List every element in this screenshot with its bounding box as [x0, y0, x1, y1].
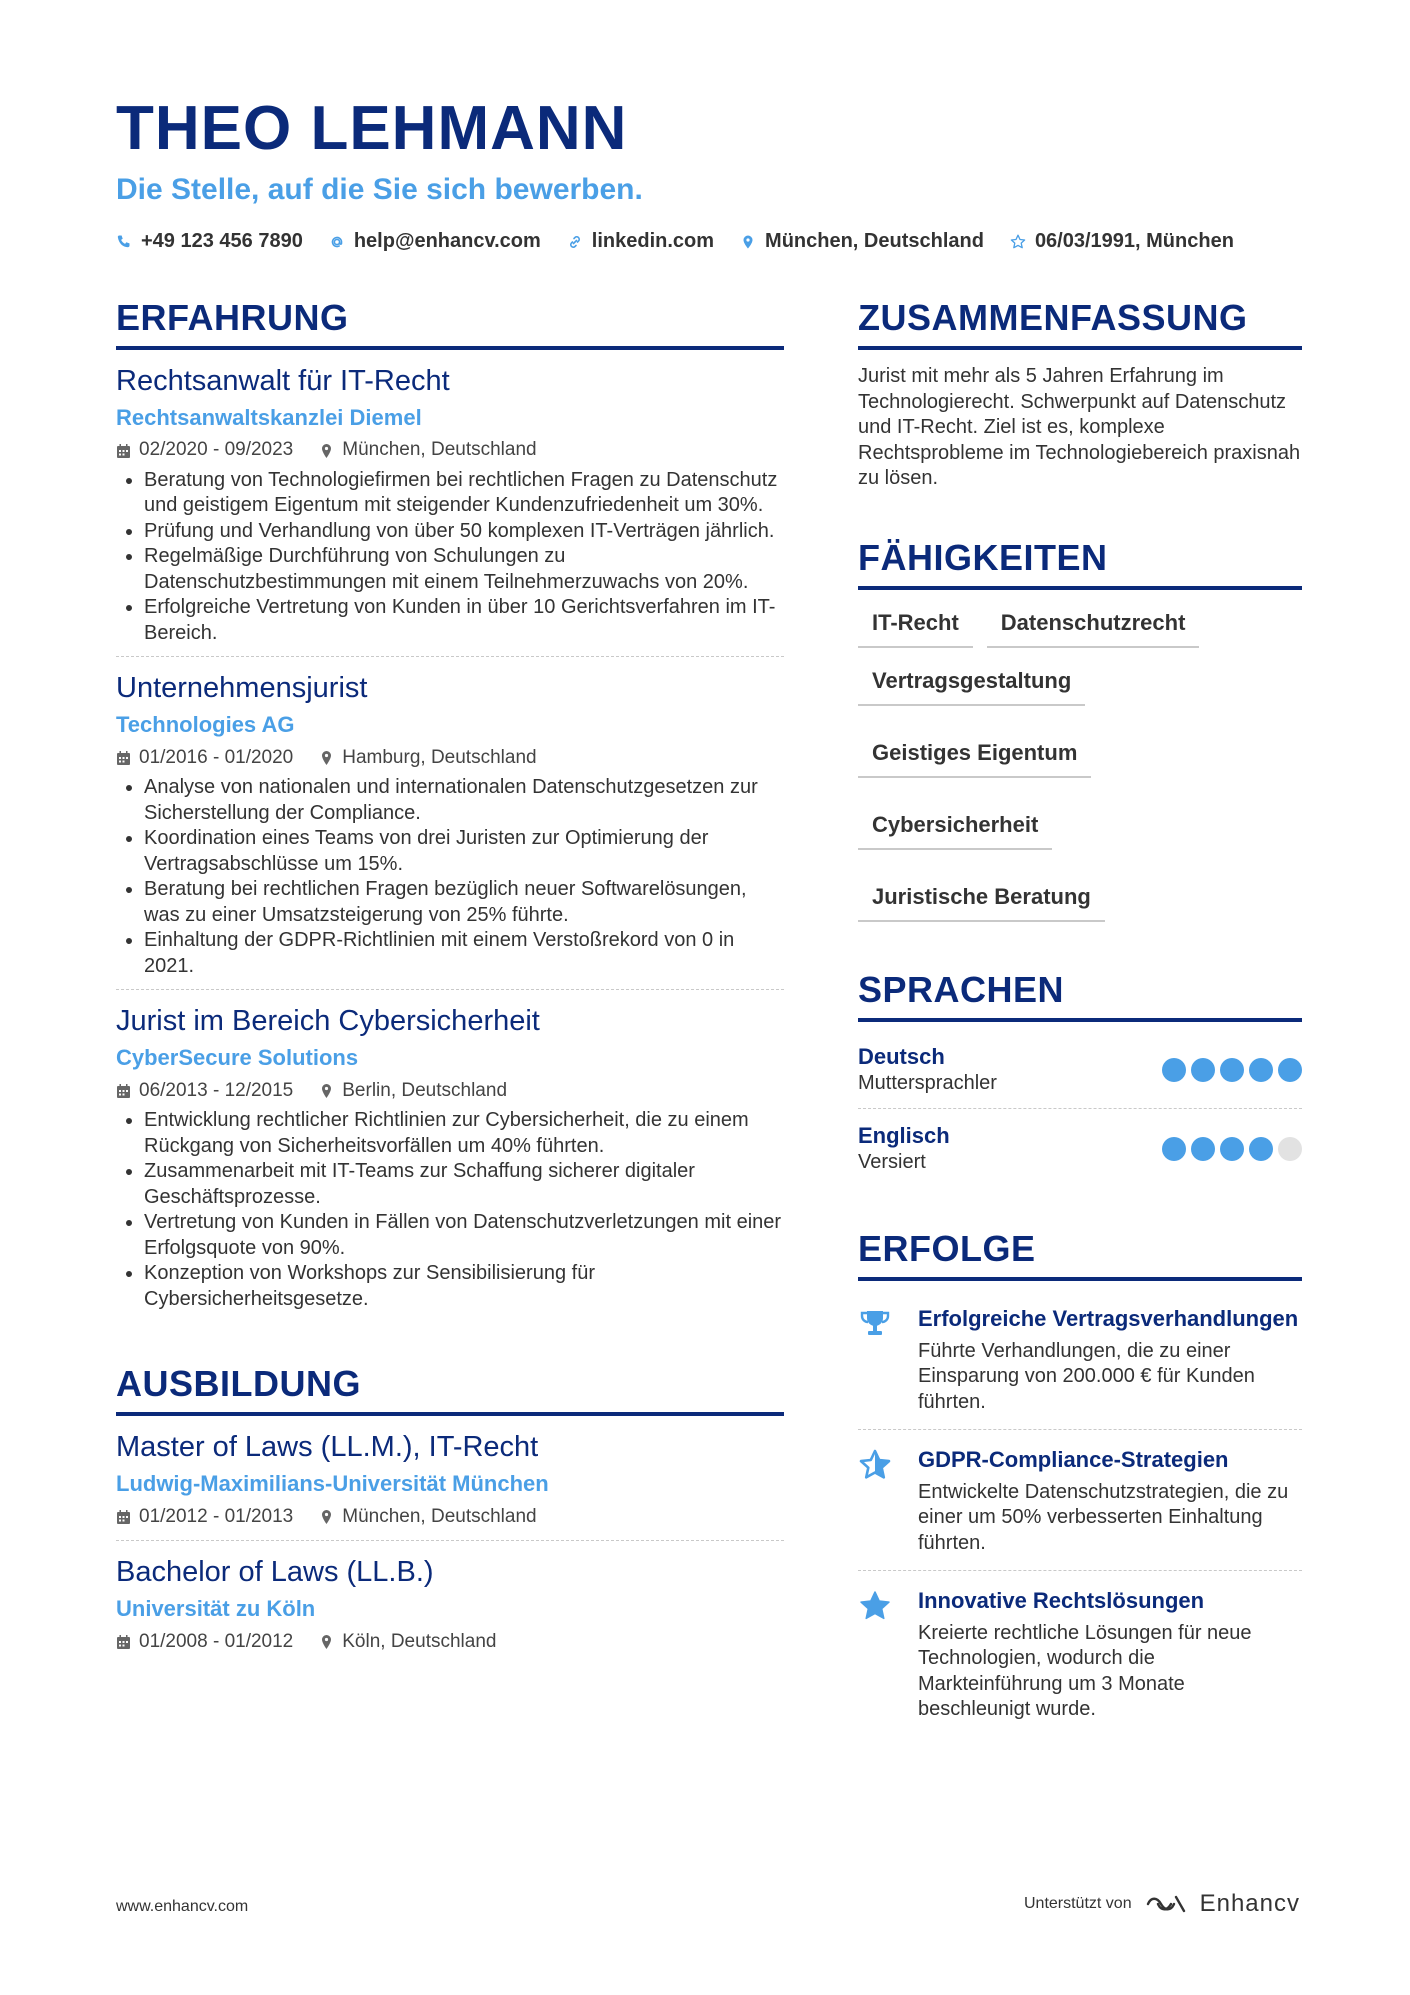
- bullet-item: • Analyse von nationalen und internationalen Datenschutzgesetzen zur Sicherstellung der Compliance.: [144, 775, 784, 826]
- company-name: Rechtsanwaltskanzlei Diemel: [116, 404, 422, 430]
- bullet-item: • Beratung von Technologiefirmen bei rechtlichen Fragen zu Datenschutz und geistigem Eigentum mit steigender Kundenzufriedenheit um 30%.: [144, 468, 784, 519]
- achievement-desc: Führte Verhandlungen, die zu einer Einsparung von 200.000 € für Kunden führten.: [918, 1339, 1255, 1413]
- calendar-icon: [116, 1509, 131, 1525]
- language-item: [858, 1108, 1302, 1187]
- bullet-item: • Einhaltung der GDPR-Richtlinien mit einem Verstoßrekord von 0 in 2021.: [144, 928, 784, 979]
- bullet-item: • Vertretung von Kunden in Fällen von Datenschutzverletzungen mit einer Erfolgsquote von 90%.: [144, 1210, 784, 1261]
- contact-phone-text: +49 123 456 7890: [141, 230, 303, 252]
- education-entry: [116, 1430, 784, 1540]
- bullet-item: • Zusammenarbeit mit IT-Teams zur Schaffung sicherer digitaler Geschäftsprozesse.: [144, 1159, 784, 1210]
- experience-entry: [116, 656, 784, 989]
- role-title: Jurist im Bereich Cybersicherheit: [116, 1005, 540, 1038]
- skills-section-title: FÄHIGKEITEN: [858, 540, 1302, 590]
- candidate-name: THEO LEHMANN: [116, 94, 628, 163]
- bullet-item: • Konzeption von Workshops zur Sensibilisierung für Cybersicherheitsgesetze.: [144, 1261, 784, 1312]
- entry-bullets: [116, 775, 784, 979]
- skill-tag: IT-Recht: [858, 604, 973, 648]
- contact-location: [740, 230, 984, 253]
- entry-meta: [116, 747, 784, 770]
- contact-birth: [1010, 230, 1234, 253]
- rating-dot: [1191, 1058, 1215, 1082]
- star-icon: [1010, 233, 1026, 251]
- skill-tag: Vertragsgestaltung: [858, 662, 1085, 706]
- contact-linkedin-text[interactable]: linkedin.com: [591, 230, 715, 252]
- rating-dot: [1249, 1137, 1273, 1161]
- role-title: Unternehmensjurist: [116, 672, 368, 705]
- achievement-title: GDPR-Compliance-Strategien: [918, 1447, 1229, 1473]
- footer-branding: [1024, 1890, 1300, 1918]
- rating-dot: [1278, 1137, 1302, 1161]
- brand-name: Enhancv: [1199, 1890, 1300, 1917]
- phone-icon: [116, 233, 132, 251]
- entry-location: München, Deutschland: [342, 439, 537, 461]
- job-title: Die Stelle, auf die Sie sich bewerben.: [116, 173, 643, 206]
- role-title: Rechtsanwalt für IT-Recht: [116, 365, 450, 397]
- skill-tag: Cybersicherheit: [858, 806, 1052, 850]
- enhancv-logo-icon: [1144, 1892, 1188, 1916]
- right-column: [858, 297, 1302, 1737]
- star-outline-icon: [858, 1446, 900, 1556]
- at-icon: [329, 233, 345, 251]
- entry-location: Köln, Deutschland: [342, 1630, 497, 1652]
- summary-text: Jurist mit mehr als 5 Jahren Erfahrung im Technologierecht. Schwerpunkt auf Datenschutz und IT-Recht. Ziel ist es, komplexe Rechtsprobleme im Technologiebereich praxisnah zu lösen.: [858, 365, 1301, 489]
- language-item: [858, 1036, 1302, 1108]
- star-filled-icon: [858, 1587, 900, 1723]
- contact-phone: [116, 230, 303, 253]
- skill-tag: Datenschutzrecht: [987, 604, 1200, 648]
- location-icon: [319, 1634, 334, 1650]
- achievement-title: Innovative Rechtslösungen: [918, 1588, 1205, 1614]
- summary-section-title: ZUSAMMENFASSUNG: [858, 300, 1302, 350]
- entry-meta: [116, 1631, 784, 1654]
- bullet-item: • Entwicklung rechtlicher Richtlinien zur Cybersicherheit, die zu einem Rückgang von Sicherheitsvorfällen um 40% führten.: [144, 1108, 784, 1159]
- bullet-item: • Regelmäßige Durchführung von Schulungen zu Datenschutzbestimmungen mit einem Teilnehmerzuwachs von 20%.: [144, 544, 784, 595]
- achievement-desc: Entwickelte Datenschutzstrategien, die zu einer um 50% verbesserten Einhaltung führten.: [918, 1480, 1289, 1554]
- language-rating: [1162, 1137, 1302, 1161]
- school-name: Ludwig-Maximilians-Universität München: [116, 1471, 549, 1497]
- rating-dot: [1278, 1058, 1302, 1082]
- language-name: Deutsch: [858, 1043, 945, 1069]
- company-name: CyberSecure Solutions: [116, 1045, 359, 1071]
- calendar-icon: [116, 1083, 131, 1099]
- achievements-section-title: ERFOLGE: [858, 1231, 1302, 1281]
- link-icon: [567, 233, 583, 251]
- calendar-icon: [116, 750, 131, 766]
- trophy-icon: [858, 1305, 900, 1415]
- skill-tag: Juristische Beratung: [858, 878, 1105, 922]
- entry-dates: 01/2016 - 01/2020: [139, 746, 294, 768]
- entry-dates: 01/2008 - 01/2012: [139, 1630, 294, 1652]
- entry-dates: 02/2020 - 09/2023: [139, 439, 294, 461]
- contact-birth-text: 06/03/1991, München: [1034, 230, 1234, 252]
- achievement-desc: Kreierte rechtliche Lösungen für neue Technologien, wodurch die Markteinführung um 3 Monate beschleunigt wurde.: [918, 1621, 1252, 1721]
- rating-dot: [1220, 1137, 1244, 1161]
- location-icon: [740, 233, 756, 251]
- experience-entry: [116, 989, 784, 1322]
- entry-bullets: [116, 1108, 784, 1312]
- bullet-item: • Prüfung und Verhandlung von über 50 komplexen IT-Verträgen jährlich.: [144, 519, 784, 545]
- language-level: Versiert: [858, 1151, 926, 1174]
- skill-tag: Geistiges Eigentum: [858, 734, 1091, 778]
- entry-location: München, Deutschland: [342, 1505, 537, 1527]
- achievements-list: [858, 1295, 1302, 1737]
- degree-title: Bachelor of Laws (LL.B.): [116, 1556, 434, 1589]
- contact-linkedin[interactable]: [567, 230, 714, 253]
- company-name: Technologies AG: [116, 712, 295, 738]
- rating-dot: [1220, 1058, 1244, 1082]
- achievement-title: Erfolgreiche Vertragsverhandlungen: [918, 1306, 1299, 1332]
- entry-location: Hamburg, Deutschland: [342, 746, 537, 768]
- achievement-item: [858, 1295, 1302, 1429]
- entry-bullets: [116, 468, 784, 647]
- bullet-item: • Erfolgreiche Vertretung von Kunden in über 10 Gerichtsverfahren im IT-Bereich.: [144, 595, 784, 646]
- experience-entry: [116, 364, 784, 656]
- left-column: [116, 297, 784, 1665]
- experience-section-title: ERFAHRUNG: [116, 300, 784, 350]
- skills-list: [858, 604, 1302, 922]
- language-name: Englisch: [858, 1122, 950, 1148]
- location-icon: [319, 1509, 334, 1525]
- languages-section-title: SPRACHEN: [858, 972, 1302, 1022]
- languages-list: [858, 1036, 1302, 1188]
- powered-by-label: Unterstützt von: [1023, 1895, 1132, 1912]
- achievement-item: [858, 1570, 1302, 1737]
- language-rating: [1162, 1058, 1302, 1082]
- entry-meta: [116, 1080, 784, 1103]
- bullet-item: • Beratung bei rechtlichen Fragen bezüglich neuer Softwarelösungen, was zu einer Umsatzsteigerung von 25% führte.: [144, 877, 784, 928]
- entry-meta: [116, 439, 784, 462]
- contact-location-text: München, Deutschland: [765, 230, 984, 252]
- contact-email[interactable]: [329, 230, 541, 253]
- contact-bar: [116, 230, 1234, 253]
- rating-dot: [1162, 1058, 1186, 1082]
- rating-dot: [1162, 1137, 1186, 1161]
- rating-dot: [1249, 1058, 1273, 1082]
- calendar-icon: [116, 443, 131, 459]
- degree-title: Master of Laws (LL.M.), IT-Recht: [116, 1431, 539, 1464]
- entry-dates: 01/2012 - 01/2013: [139, 1505, 294, 1527]
- education-section-title: AUSBILDUNG: [116, 1366, 784, 1416]
- bullet-item: • Koordination eines Teams von drei Juristen zur Optimierung der Vertragsabschlüsse um 15%.: [144, 826, 784, 877]
- entry-dates: 06/2013 - 12/2015: [139, 1079, 294, 1101]
- entry-location: Berlin, Deutschland: [342, 1079, 508, 1101]
- location-icon: [319, 1083, 334, 1099]
- calendar-icon: [116, 1634, 131, 1650]
- footer-website[interactable]: www.enhancv.com: [116, 1898, 249, 1915]
- location-icon: [319, 750, 334, 766]
- entry-meta: [116, 1506, 784, 1529]
- achievement-item: [858, 1429, 1302, 1570]
- education-entry: [116, 1540, 784, 1665]
- school-name: Universität zu Köln: [116, 1596, 316, 1622]
- contact-email-text[interactable]: help@enhancv.com: [353, 230, 541, 252]
- rating-dot: [1191, 1137, 1215, 1161]
- location-icon: [319, 443, 334, 459]
- language-level: Muttersprachler: [858, 1071, 997, 1094]
